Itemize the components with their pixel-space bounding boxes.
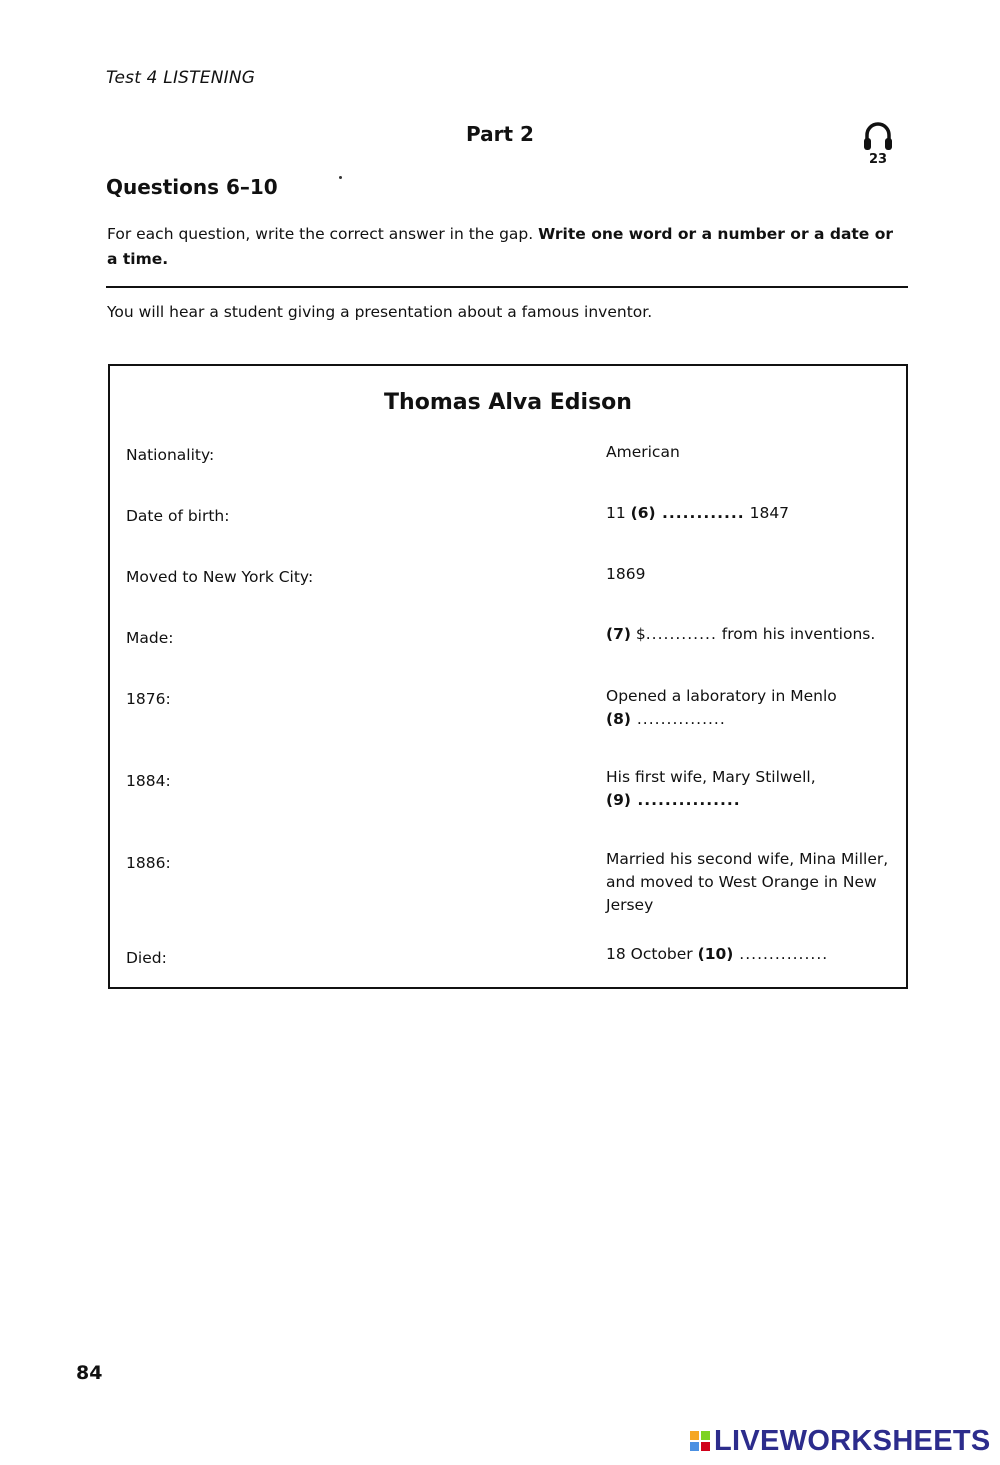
track-number: 23: [868, 152, 888, 167]
audio-track-badge: [858, 120, 898, 178]
questions-heading: Questions 6–10: [106, 175, 278, 199]
instruction-emphasis: Write one word or a number or a date or a time.: [107, 225, 894, 268]
part-title: Part 2: [466, 122, 534, 146]
divider-rule: [106, 286, 908, 288]
row-value-died: [606, 943, 906, 966]
row-label-died: Died:: [126, 949, 167, 967]
question-number-9: (9): [606, 791, 631, 809]
row-label-1884: 1884:: [126, 772, 171, 790]
row-label-1876: 1876:: [126, 690, 171, 708]
row-value-1876: [606, 685, 906, 731]
question-number-7: (7): [606, 625, 631, 643]
row-label-made: Made:: [126, 629, 174, 647]
instruction-text: For each question, write the correct answer in the gap.: [107, 225, 539, 243]
value-text: 1847: [744, 504, 790, 522]
row-label-nationality: Nationality:: [126, 446, 215, 464]
row-value-1886: Married his second wife, Mina Miller, and moved to West Orange in New Jersey: [606, 850, 889, 914]
answer-gap-8[interactable]: ...............: [630, 710, 726, 728]
notes-box: [108, 364, 908, 989]
row-label-moved-new-york: Moved to New York City:: [126, 568, 314, 586]
instructions: [107, 222, 897, 272]
notes-title: Thomas Alva Edison: [384, 390, 632, 415]
value-text: 18 October: [606, 945, 698, 963]
question-number-6: (6): [630, 504, 656, 522]
answer-gap-10[interactable]: ...............: [733, 945, 829, 963]
row-value-moved-new-york: 1869: [606, 565, 646, 583]
page-number: 84: [76, 1362, 103, 1384]
brand-name: LIVEWORKSHEETS: [714, 1424, 991, 1457]
brand-watermark: [690, 1424, 991, 1458]
answer-gap-7[interactable]: ............: [645, 625, 717, 643]
headphones-icon: [861, 120, 895, 154]
row-value-date-of-birth: [606, 502, 906, 525]
row-label-1886: 1886:: [126, 854, 171, 872]
row-value-1884: [606, 766, 906, 812]
value-text: $: [630, 625, 646, 643]
answer-gap-9[interactable]: ...............: [630, 791, 741, 809]
question-number-10: (10): [697, 945, 734, 963]
row-label-date-of-birth: Date of birth:: [126, 507, 230, 525]
question-number-8: (8): [606, 710, 631, 728]
row-value-made: [606, 623, 906, 646]
value-text: Opened a laboratory in Menlo: [606, 687, 837, 705]
context-sentence: You will hear a student giving a presentation about a famous inventor.: [107, 303, 653, 321]
brand-logo-icon: [690, 1431, 710, 1451]
print-speck: [339, 176, 342, 179]
value-text: from his inventions.: [716, 625, 876, 643]
running-head: Test 4 LISTENING: [106, 68, 256, 88]
value-text: 11: [606, 504, 631, 522]
row-value-nationality: American: [606, 443, 680, 461]
answer-gap-6[interactable]: ............: [655, 504, 745, 522]
value-text: His first wife, Mary Stilwell,: [606, 768, 816, 786]
